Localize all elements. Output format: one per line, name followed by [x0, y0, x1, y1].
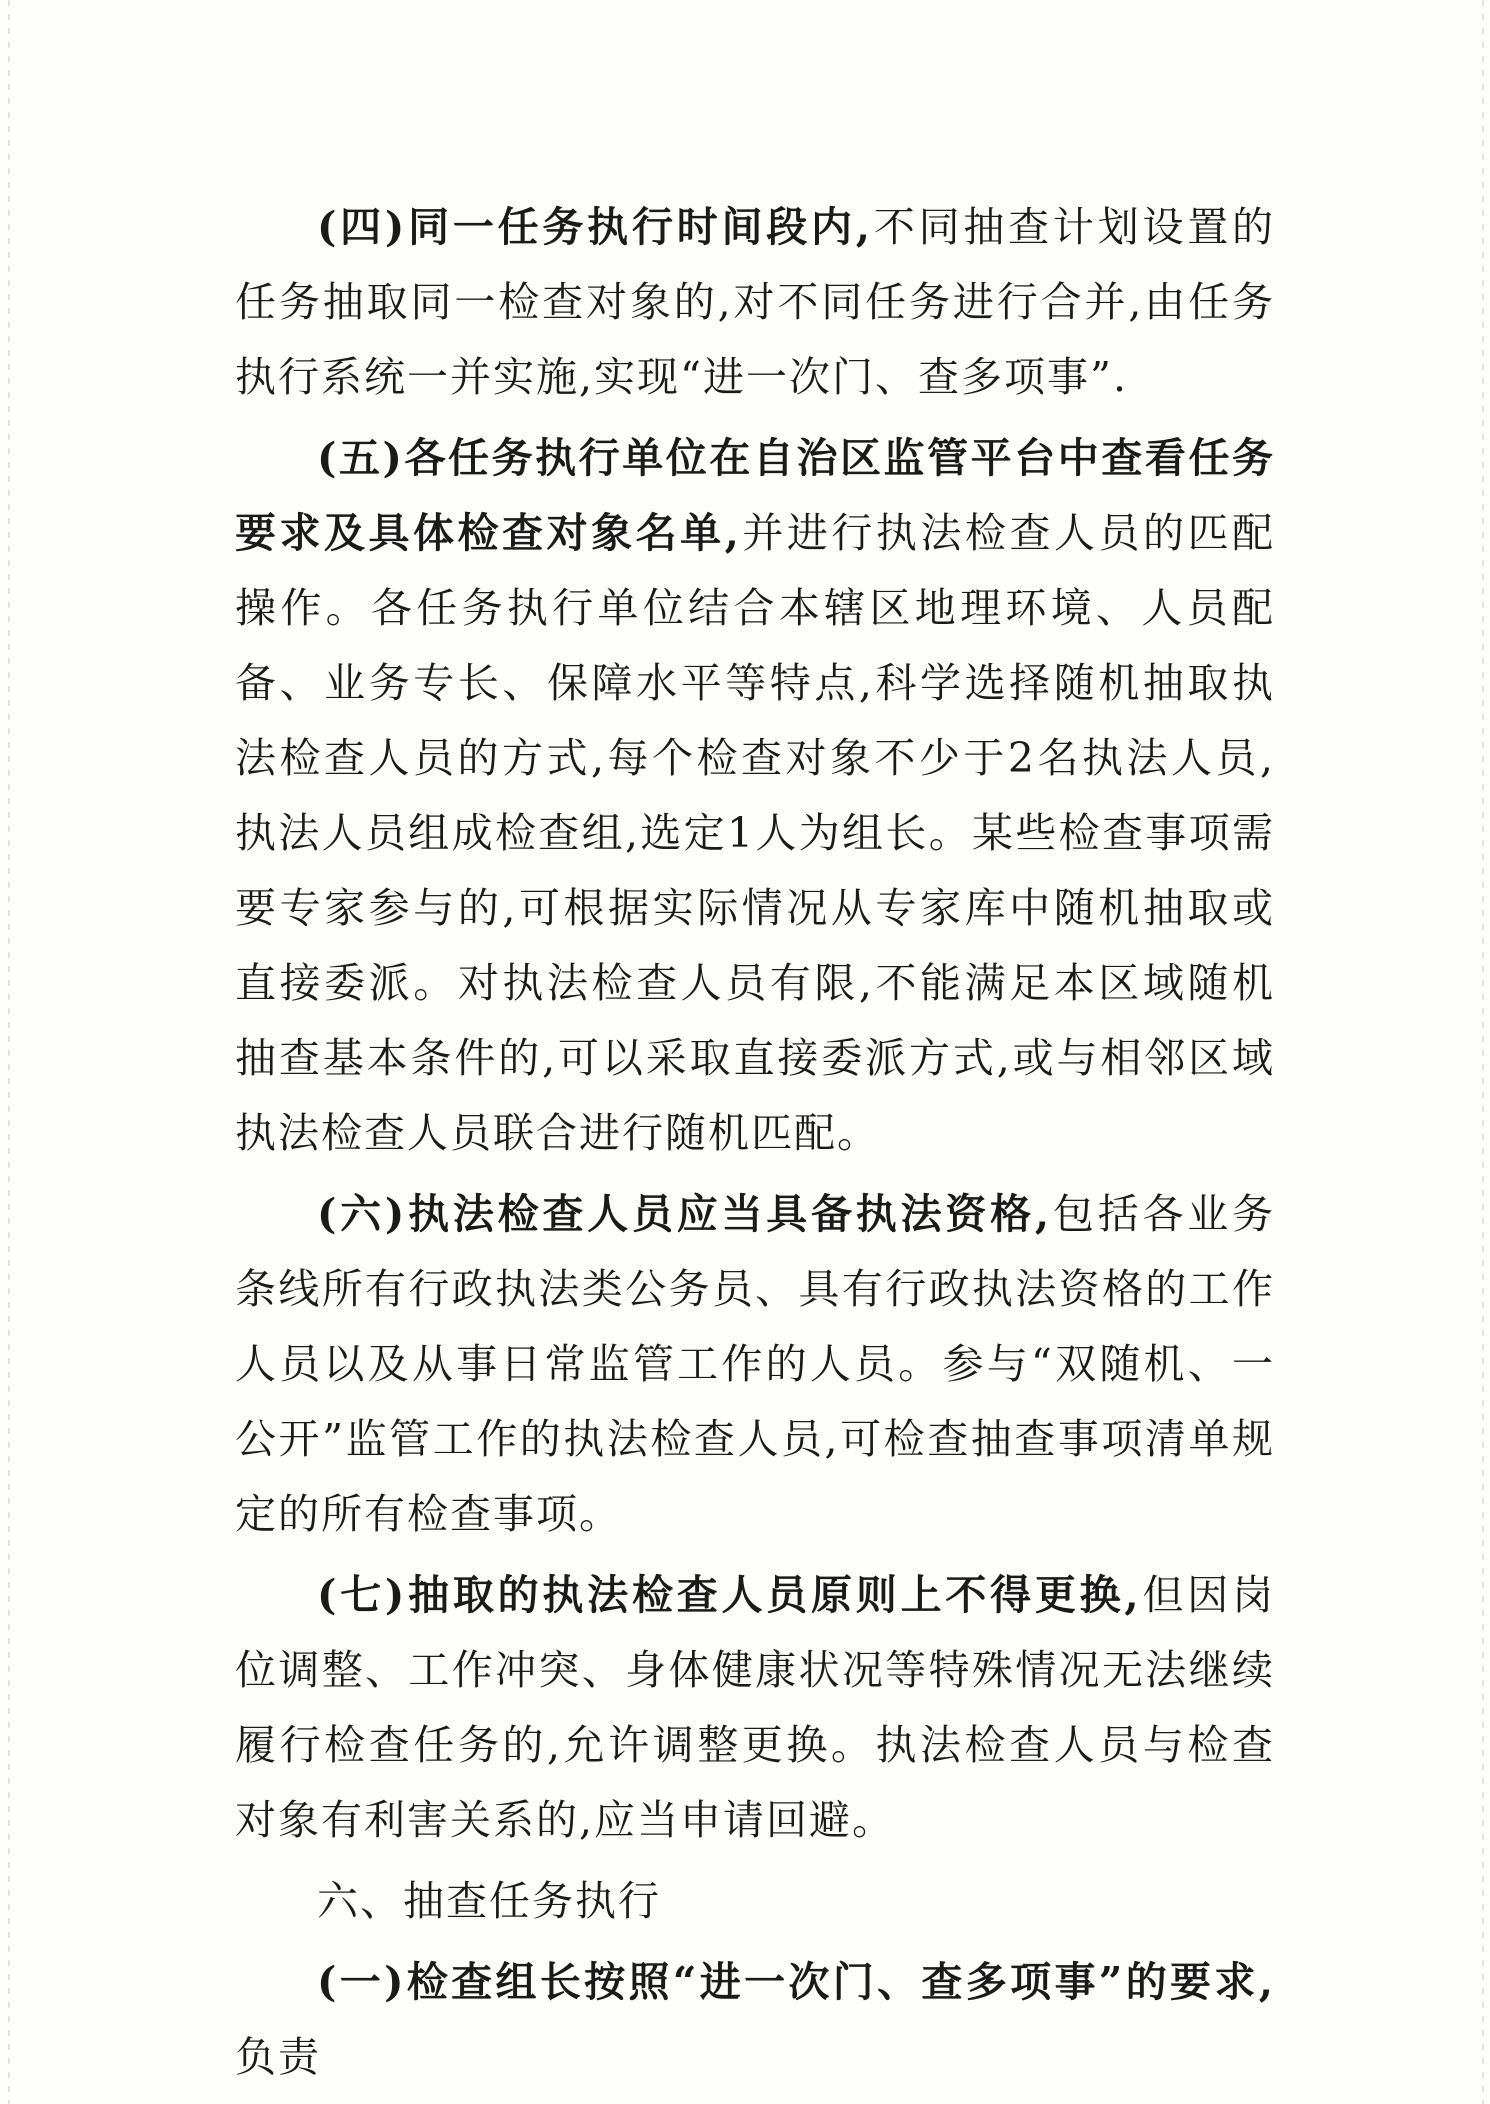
paragraph-section6-1-lead: (一)检查组长按照“进一次门、查多项事”的要求,	[317, 1958, 1275, 2006]
paragraph-6	[235, 1177, 1275, 1552]
paragraph-5-body: 并进行执法检查人员的匹配操作。各任务执行单位结合本辖区地理环境、人员配备、业务专长、保障水平等特点,科学选择随机抽取执法检查人员的方式,每个检查对象不少于2名执法人员,执法人员组成检查组,选定1人为组长。某些检查事项需要专家参与的,可根据实际情况从专家库中随机抽取或直接委派。对执法检查人员有限,不能满足本区域随机抽查基本条件的,可以采取直接委派方式,或与相邻区域执法检查人员联合进行随机匹配。	[235, 509, 1276, 1157]
paragraph-4-body: 不同抽查计划设置的任务抽取同一检查对象的,对不同任务进行合并,由任务执行系统一并实施,实现“进一次门、查多项事”.	[235, 203, 1275, 401]
paragraph-6-lead: (六)执法检查人员应当具备执法资格,	[317, 1190, 1052, 1238]
paragraph-section6-1-body: 负责	[235, 2033, 321, 2081]
paragraph-section6-1	[235, 1945, 1275, 2095]
paragraph-4	[235, 190, 1275, 415]
scan-edge-right	[1482, 0, 1484, 2104]
paragraph-7-lead: (七)抽取的执法检查人员原则上不得更换,	[317, 1571, 1141, 1619]
document-page	[235, 190, 1275, 2101]
paragraph-5	[235, 421, 1275, 1171]
paragraph-6-body: 包括各业务条线所有行政执法类公务员、具有行政执法资格的工作人员以及从事日常监管工作的人员。参与“双随机、一公开”监管工作的执法检查人员,可检查抽查事项清单规定的所有检查事项。	[235, 1190, 1276, 1538]
paragraph-4-lead: (四)同一任务执行时间段内,	[317, 203, 873, 251]
paragraph-7	[235, 1558, 1275, 1858]
scan-edge-left	[8, 0, 10, 2104]
paragraph-7-body: 但因岗位调整、工作冲突、身体健康状况等特殊情况无法继续履行检查任务的,允许调整更换。执法检查人员与检查对象有利害关系的,应当申请回避。	[235, 1571, 1275, 1844]
paragraph-5-lead: (五)各任务执行单位在自治区监管平台中查看任务要求及具体检查对象名单,	[235, 434, 1275, 557]
section-heading: 六、抽查任务执行	[317, 1877, 661, 1925]
